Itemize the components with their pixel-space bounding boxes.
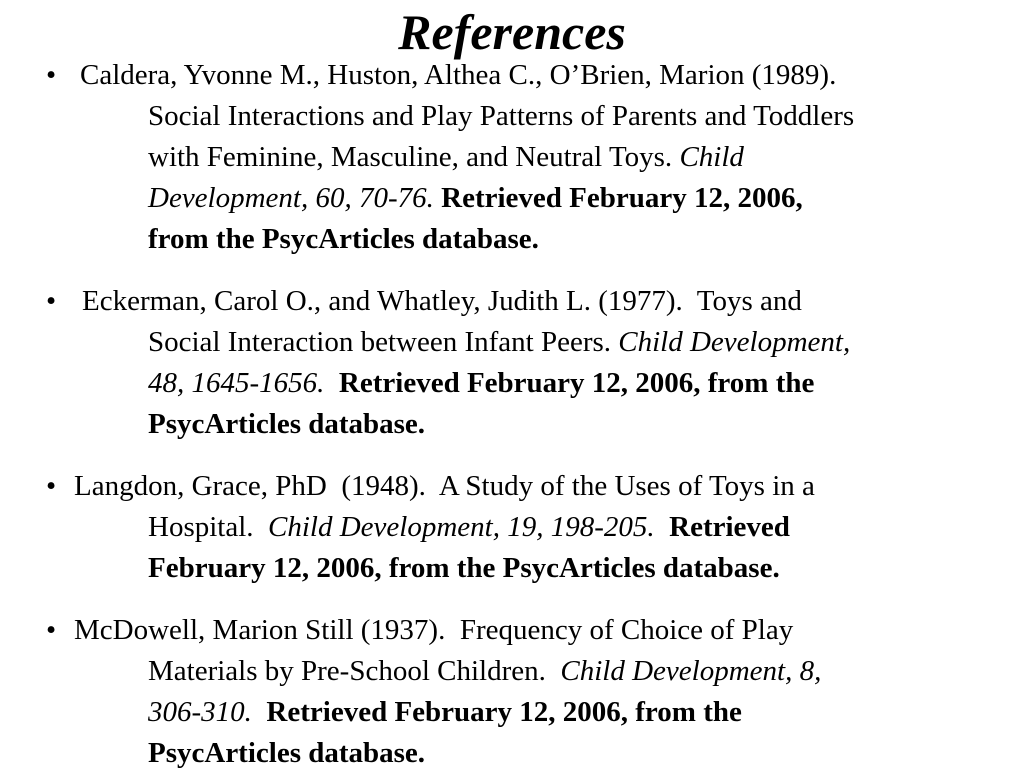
reference-text: Materials by Pre-School Children. [148, 655, 561, 687]
reference-item [0, 610, 1024, 774]
retrieval-note: Retrieved February 12, 2006, from the [266, 696, 742, 728]
retrieval-note: February 12, 2006, from the PsycArticles database. [148, 552, 780, 584]
retrieval-note: from the PsycArticles database. [148, 223, 539, 255]
reference-line [148, 363, 814, 404]
retrieval-note: PsycArticles database. [148, 737, 426, 769]
reference-item [0, 55, 1024, 260]
reference-item [0, 281, 1024, 445]
journal-citation: Child Development, [618, 326, 851, 358]
reference-text: Caldera, Yvonne M., Huston, Althea C., O’Brien, Marion (1989). [80, 59, 837, 91]
reference-text: Eckerman, Carol O., and Whatley, Judith L. (1977). Toys and [82, 285, 802, 317]
reference-text [655, 511, 670, 543]
reference-line [148, 322, 850, 363]
reference-line [148, 548, 780, 589]
reference-line [148, 404, 425, 445]
reference-line [148, 178, 803, 219]
bullet-marker: • [46, 614, 57, 646]
retrieval-note: PsycArticles database. [148, 408, 426, 440]
reference-line [148, 219, 539, 260]
reference-line [148, 507, 790, 548]
reference-first-line [80, 55, 836, 96]
journal-citation: Child Development, 19, 198-205. [268, 511, 655, 543]
reference-line [148, 96, 854, 137]
journal-citation: 306-310. [148, 696, 252, 728]
bullet-marker: • [46, 470, 57, 502]
reference-text: Social Interaction between Infant Peers. [148, 326, 619, 358]
reference-line [148, 692, 742, 733]
reference-text [324, 367, 339, 399]
reference-first-line [74, 610, 793, 651]
reference-first-line [82, 281, 802, 322]
reference-text: with Feminine, Masculine, and Neutral Toys. [148, 141, 680, 173]
reference-text: Hospital. [148, 511, 269, 543]
reference-first-line [74, 466, 815, 507]
reference-text: McDowell, Marion Still (1937). Frequency of Choice of Play [74, 614, 794, 646]
journal-citation: Child Development, 8, [560, 655, 822, 687]
retrieval-note: Retrieved February 12, 2006, [441, 182, 803, 214]
reference-line [148, 651, 821, 692]
bullet-marker: • [46, 285, 57, 317]
reference-text: Langdon, Grace, PhD (1948). A Study of the Uses of Toys in a [74, 470, 815, 502]
reference-item [0, 466, 1024, 589]
journal-citation: 48, 1645-1656. [148, 367, 325, 399]
reference-text: Social Interactions and Play Patterns of Parents and Toddlers [148, 100, 855, 132]
reference-text [252, 696, 267, 728]
retrieval-note: Retrieved [669, 511, 790, 543]
journal-citation: Child [679, 141, 744, 173]
slide-title: References [398, 4, 626, 60]
bullet-marker: • [46, 59, 57, 91]
journal-citation: Development, 60, 70-76. [148, 182, 434, 214]
reference-line [148, 137, 744, 178]
retrieval-note: Retrieved February 12, 2006, from the [338, 367, 815, 399]
